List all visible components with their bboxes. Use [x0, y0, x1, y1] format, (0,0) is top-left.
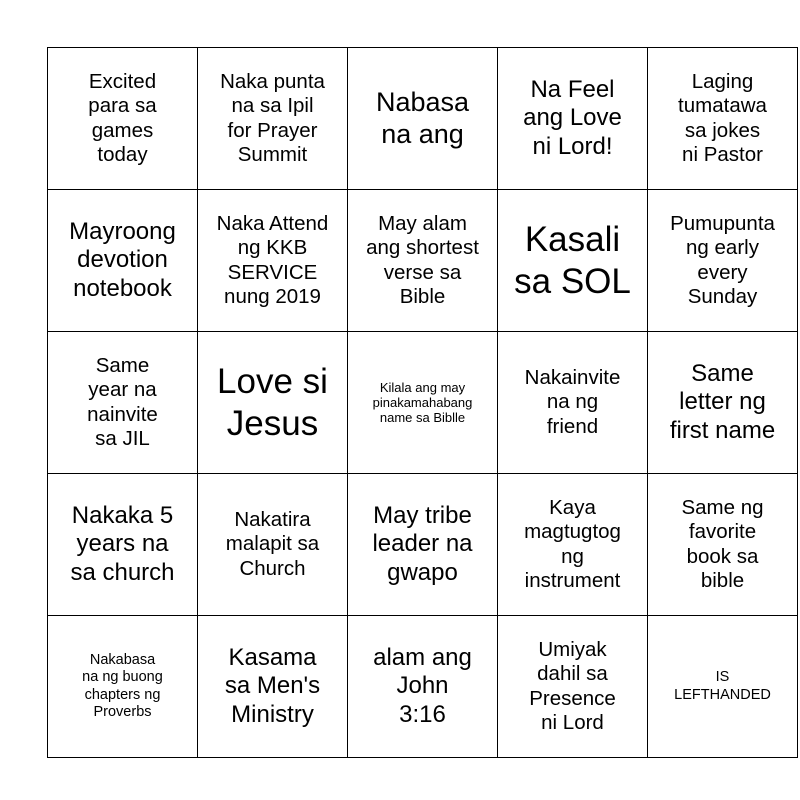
- cell-text: Nakatira malapit sa Church: [225, 508, 320, 580]
- cell-text: IS LEFTHANDED: [674, 669, 771, 703]
- cell-text: Na Feel ang Love ni Lord!: [523, 76, 622, 160]
- bingo-cell[interactable]: [648, 48, 798, 190]
- board-row: [48, 48, 798, 190]
- cell-text: Laging tumatawa sa jokes ni Pastor: [678, 70, 767, 166]
- bingo-cell[interactable]: [348, 48, 498, 190]
- cell-text: Pumupunta ng early every Sunday: [670, 212, 775, 308]
- bingo-cell[interactable]: [648, 474, 798, 616]
- bingo-cell[interactable]: [198, 48, 348, 190]
- bingo-cell[interactable]: [48, 190, 198, 332]
- board-row: [48, 332, 798, 474]
- cell-text: Nakabasa na ng buong chapters ng Proverbs: [82, 652, 163, 720]
- bingo-cell[interactable]: [48, 48, 198, 190]
- bingo-cell[interactable]: [198, 332, 348, 474]
- cell-text: Naka Attend ng KKB SERVICE nung 2019: [216, 212, 329, 308]
- board-row: [48, 616, 798, 758]
- bingo-cell[interactable]: [48, 616, 198, 758]
- bingo-cell[interactable]: [648, 332, 798, 474]
- bingo-cell[interactable]: [498, 190, 648, 332]
- bingo-cell[interactable]: [348, 474, 498, 616]
- cell-text: Kasali sa SOL: [514, 220, 631, 301]
- cell-text: May tribe leader na gwapo: [372, 502, 473, 586]
- cell-text: Same year na nainvite sa JIL: [87, 354, 158, 450]
- bingo-cell[interactable]: [498, 48, 648, 190]
- board-row: [48, 190, 798, 332]
- bingo-cell[interactable]: [648, 190, 798, 332]
- cell-text: Umiyak dahil sa Presence ni Lord: [529, 638, 616, 734]
- bingo-cell[interactable]: [348, 616, 498, 758]
- bingo-cell[interactable]: [198, 190, 348, 332]
- cell-text: alam ang John 3:16: [373, 644, 472, 728]
- bingo-cell[interactable]: [348, 332, 498, 474]
- cell-text: Nabasa na ang: [375, 86, 470, 149]
- bingo-board: [47, 47, 798, 758]
- bingo-cell[interactable]: [198, 474, 348, 616]
- cell-text: Love si Jesus: [217, 362, 328, 443]
- cell-text: Same letter ng first name: [669, 360, 776, 444]
- cell-text: Mayroong devotion notebook: [69, 218, 176, 302]
- bingo-cell[interactable]: [648, 616, 798, 758]
- bingo-cell[interactable]: [498, 616, 648, 758]
- bingo-cell[interactable]: [498, 474, 648, 616]
- bingo-cell[interactable]: [348, 190, 498, 332]
- bingo-cell[interactable]: [198, 616, 348, 758]
- bingo-cell[interactable]: [48, 474, 198, 616]
- cell-text: Kasama sa Men's Ministry: [224, 644, 321, 728]
- cell-text: Nakainvite na ng friend: [524, 366, 621, 438]
- cell-text: Kilala ang may pinakamahabang name sa Biblle: [372, 379, 473, 426]
- board-row: [48, 474, 798, 616]
- bingo-cell[interactable]: [498, 332, 648, 474]
- cell-text: Excited para sa games today: [88, 70, 157, 166]
- cell-text: Kaya magtugtog ng instrument: [524, 496, 621, 592]
- cell-text: Same ng favorite book sa bible: [681, 496, 764, 592]
- cell-text: Nakaka 5 years na sa church: [70, 502, 175, 586]
- cell-text: May alam ang shortest verse sa Bible: [366, 212, 479, 308]
- cell-text: Naka punta na sa Ipil for Prayer Summit: [220, 70, 325, 166]
- bingo-cell[interactable]: [48, 332, 198, 474]
